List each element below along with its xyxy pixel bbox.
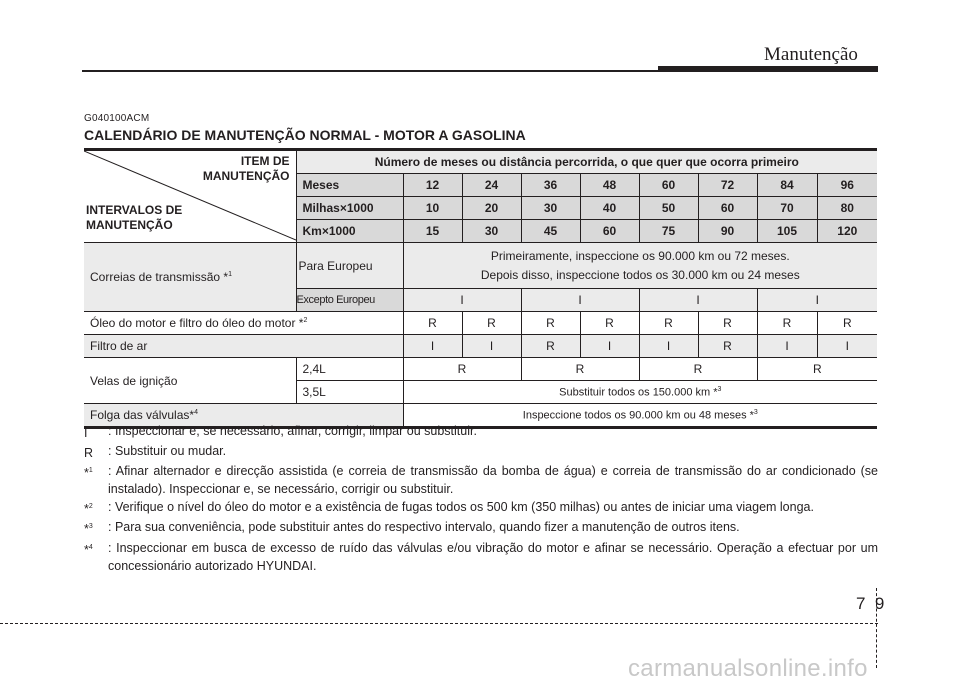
months-value: 24 — [462, 174, 521, 197]
spark-plugs-24-value: R — [521, 358, 639, 381]
oil-value: R — [580, 312, 639, 335]
footer-rule — [0, 623, 878, 624]
miles-value: 10 — [403, 197, 462, 220]
spark-plugs-label: Velas de ignição — [84, 358, 296, 404]
miles-value: 40 — [580, 197, 639, 220]
oil-value: R — [639, 312, 698, 335]
maintenance-table — [84, 148, 877, 429]
spark-plugs-24-label: 2,4L — [296, 358, 403, 381]
months-value: 48 — [580, 174, 639, 197]
oil-value: R — [817, 312, 877, 335]
belt-europe-note: Primeiramente, inspeccione os 90.000 km ou 72 meses. Depois disso, inspeccione todos os 30.000 km ou 24 meses — [403, 243, 877, 289]
months-value: 96 — [817, 174, 877, 197]
page-title: CALENDÁRIO DE MANUTENÇÃO NORMAL - MOTOR A GASOLINA — [84, 127, 526, 143]
air-filter-value: I — [817, 335, 877, 358]
belt-except-value: I — [403, 289, 521, 312]
legend-item: *$^2$ : Verifique o nível do óleo do motor e a existência de fugas todos os 500 km (350 milhas) ou antes de iniciar uma viagem longa. — [84, 500, 814, 517]
km-value: 45 — [521, 220, 580, 243]
belt-label: Correias de transmissão *$^1$ — [84, 243, 296, 312]
page-number: 7 9 — [856, 594, 885, 613]
header-rule-accent — [658, 66, 878, 72]
belt-except-value: I — [639, 289, 757, 312]
belt-europe-label: Para Europeu — [296, 243, 403, 289]
spark-plugs-24-value: R — [403, 358, 521, 381]
km-value: 75 — [639, 220, 698, 243]
km-value: 90 — [698, 220, 757, 243]
km-value: 15 — [403, 220, 462, 243]
document-code: G040100ACM — [84, 113, 150, 124]
miles-value: 70 — [757, 197, 817, 220]
oil-value: R — [521, 312, 580, 335]
months-label: Meses — [296, 174, 403, 197]
months-value: 72 — [698, 174, 757, 197]
km-value: 105 — [757, 220, 817, 243]
spark-plugs-24-value: R — [639, 358, 757, 381]
months-value: 60 — [639, 174, 698, 197]
air-filter-value: R — [698, 335, 757, 358]
interval-header-label: INTERVALOS DE MANUTENÇÃO — [86, 203, 183, 232]
air-filter-value: I — [403, 335, 462, 358]
legend-item: *$^4$ : Inspeccionar em busca de excesso de ruído das válvulas e/ou vibração do motor e afinar se necessário. Operação a efectuar por um concessionário autorizado HYUNDAI. — [84, 540, 878, 573]
spark-plugs-35-label: 3,5L — [296, 381, 403, 404]
spark-plugs-35-note: Substituir todos os 150.000 km *$^3$ — [403, 381, 877, 404]
valve-clearance-note: Inspeccione todos os 90.000 km ou 48 meses *$^3$ — [403, 404, 877, 428]
oil-value: R — [462, 312, 521, 335]
valve-clearance-label: Folga das válvulas*$^4$ — [84, 404, 403, 428]
oil-label: Óleo do motor e filtro do óleo do motor *$^2$ — [84, 312, 403, 335]
legend-item: R : Substituir ou mudar. — [84, 444, 227, 461]
km-value: 30 — [462, 220, 521, 243]
miles-value: 50 — [639, 197, 698, 220]
interval-top-header: Número de meses ou distância percorrida, o que quer que ocorra primeiro — [296, 150, 877, 174]
diagonal-header-cell — [84, 150, 296, 243]
km-label: Km×1000 — [296, 220, 403, 243]
legend — [84, 422, 878, 575]
km-value: 60 — [580, 220, 639, 243]
air-filter-value: I — [639, 335, 698, 358]
spark-plugs-24-value: R — [757, 358, 877, 381]
air-filter-label: Filtro de ar — [84, 335, 403, 358]
legend-item: *$^1$ : Afinar alternador e direcção assistida (e correia de transmissão da bomba de água) e correia de transmissão do ar condicionado (se instalado). Inspeccionar e, se necessário, corrigir ou substituir. — [84, 464, 878, 497]
belt-except-value: I — [521, 289, 639, 312]
months-value: 12 — [403, 174, 462, 197]
miles-label: Milhas×1000 — [296, 197, 403, 220]
months-value: 84 — [757, 174, 817, 197]
air-filter-value: I — [757, 335, 817, 358]
air-filter-value: I — [580, 335, 639, 358]
section-title: Manutenção — [764, 44, 858, 65]
belt-except-value: I — [757, 289, 877, 312]
km-value: 120 — [817, 220, 877, 243]
air-filter-value: R — [521, 335, 580, 358]
oil-value: R — [403, 312, 462, 335]
legend-item: I : Inspeccionar e, se necessário, afinar, corrigir, limpar ou substituir. — [84, 424, 477, 441]
watermark: carmanualsonline.info — [628, 655, 868, 682]
oil-value: R — [757, 312, 817, 335]
legend-item: *$^3$ : Para sua conveniência, pode substituir antes do respectivo intervalo, quando fizer a manutenção de outros itens. — [84, 520, 740, 537]
belt-except-europe-label: Excepto Europeu — [296, 289, 403, 312]
months-value: 36 — [521, 174, 580, 197]
oil-value: R — [698, 312, 757, 335]
air-filter-value: I — [462, 335, 521, 358]
miles-value: 30 — [521, 197, 580, 220]
miles-value: 80 — [817, 197, 877, 220]
item-header-label: ITEM DE MANUTENÇÃO — [202, 154, 290, 183]
miles-value: 60 — [698, 197, 757, 220]
miles-value: 20 — [462, 197, 521, 220]
